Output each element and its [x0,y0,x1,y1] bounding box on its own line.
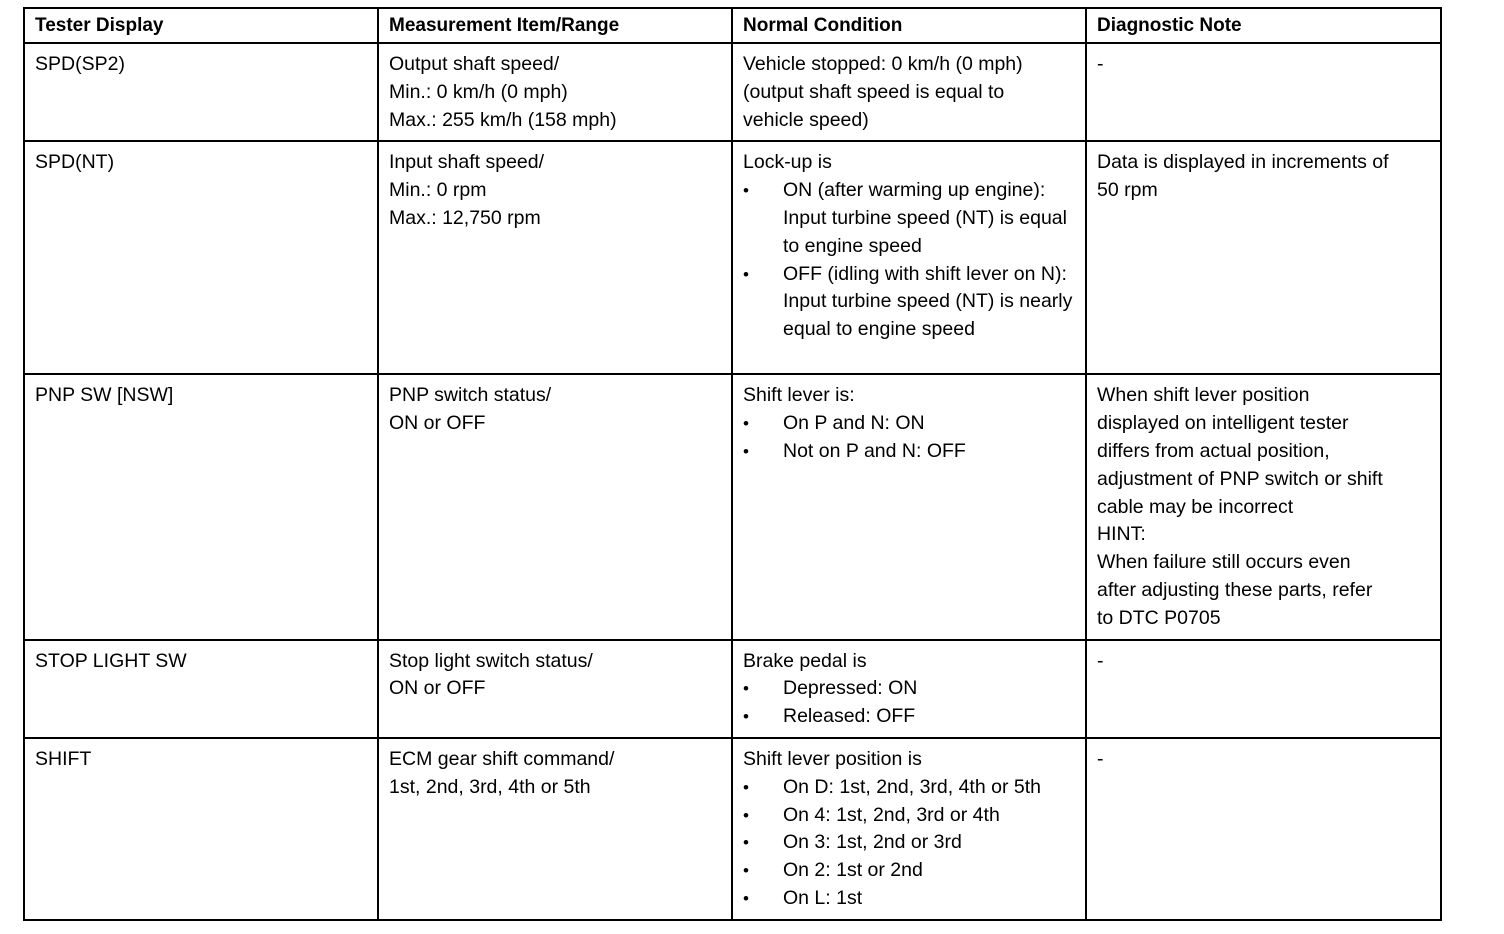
range-line: Max.: 12,750 rpm [389,206,541,229]
bullet-icon: • [743,679,749,699]
condition-bullet-item [743,802,1075,830]
range-line: PNP switch status/ [389,384,552,407]
condition-bullet-list [743,675,1075,731]
measurement-cell [378,43,732,141]
tester-display-cell [24,141,378,374]
condition-bullet-item [743,857,1075,885]
condition-bullet-text: Released: OFF [783,705,916,728]
header-tester-display: Tester Display [24,8,378,43]
table-header-row [24,8,1441,43]
condition-bullet-item [743,261,1075,344]
tester-display-cell [24,374,378,639]
condition-bullet-item [743,703,1075,731]
tester-display-text: SPD(NT) [35,151,115,174]
note-cell [1086,738,1441,920]
condition-cell [732,738,1086,920]
bullet-icon: • [743,414,749,434]
note-line: displayed on intelligent tester [1097,412,1349,435]
note-line: differs from actual position, [1097,439,1330,462]
condition-bullet-text: ON (after warming up engine): Input turbine speed (NT) is equal to engine speed [783,179,1067,257]
condition-bullet-item [743,829,1075,857]
bullet-icon: • [743,777,749,797]
table-row [24,374,1441,639]
bullet-icon: • [743,181,749,201]
range-line: Output shaft speed/ [389,53,560,75]
condition-bullet-text: Not on P and N: OFF [783,439,966,462]
tester-display-text: STOP LIGHT SW [35,649,187,672]
note-hint-label: HINT: [1097,523,1146,546]
header-normal-condition: Normal Condition [732,8,1086,43]
table-row [24,43,1441,141]
condition-bullet-text: Depressed: ON [783,677,918,700]
condition-cell [732,374,1086,639]
table-row [24,640,1441,738]
condition-bullet-item [743,774,1075,802]
note-cell [1086,374,1441,639]
condition-bullet-text: OFF (idling with shift lever on N): Input turbine speed (NT) is nearly equal to engine speed [783,262,1073,341]
note-line: to DTC P0705 [1097,606,1221,629]
condition-bullet-text: On 2: 1st or 2nd [783,859,923,882]
condition-intro: Brake pedal is [743,649,867,672]
condition-line: Vehicle stopped: 0 km/h (0 mph) [743,53,1023,75]
condition-bullet-text: On 4: 1st, 2nd, 3rd or 4th [783,803,1000,826]
condition-bullet-text: On P and N: ON [783,412,925,435]
range-line: Input shaft speed/ [389,151,545,174]
note-line: cable may be incorrect [1097,495,1294,518]
tester-display-cell [24,640,378,738]
table-row [24,141,1441,374]
note-line: adjustment of PNP switch or shift [1097,467,1383,490]
note-cell [1086,43,1441,141]
diagnostic-data-table [23,7,1442,921]
condition-line: vehicle speed) [743,108,869,131]
range-line: Max.: 255 km/h (158 mph) [389,108,617,131]
table-row [24,738,1441,920]
note-line: - [1097,747,1104,770]
bullet-icon: • [743,441,749,461]
condition-bullet-item [743,675,1075,703]
note-line: When failure still occurs even [1097,551,1351,574]
tester-display-cell [24,43,378,141]
condition-bullet-item [743,410,1075,438]
note-line: Data is displayed in increments of [1097,151,1389,174]
condition-cell [732,141,1086,374]
note-cell [1086,640,1441,738]
condition-bullet-text: On L: 1st [783,886,863,909]
condition-bullet-list [743,177,1075,344]
note-line: after adjusting these parts, refer [1097,578,1373,601]
bullet-icon: • [743,805,749,825]
tester-display-text: SHIFT [35,747,92,770]
tester-display-cell [24,738,378,920]
note-line: 50 rpm [1097,179,1158,202]
condition-cell [732,640,1086,738]
condition-bullet-list [743,410,1075,466]
condition-bullet-list [743,774,1075,913]
range-line: Stop light switch status/ [389,649,593,672]
measurement-cell [378,374,732,639]
header-measurement-item: Measurement Item/Range [378,8,732,43]
tester-display-text: SPD(SP2) [35,53,125,75]
range-line: ON or OFF [389,412,486,435]
condition-intro: Shift lever position is [743,747,922,770]
condition-cell [732,43,1086,141]
measurement-cell [378,738,732,920]
note-cell [1086,141,1441,374]
condition-bullet-item [743,438,1075,466]
note-line: When shift lever position [1097,384,1310,407]
condition-bullet-text: On D: 1st, 2nd, 3rd, 4th or 5th [783,775,1041,798]
bullet-icon: • [743,833,749,853]
measurement-cell [378,640,732,738]
bullet-icon: • [743,861,749,881]
range-line: Min.: 0 rpm [389,179,487,202]
condition-intro: Shift lever is: [743,384,855,407]
tester-display-text: PNP SW [NSW] [35,384,174,407]
range-line: 1st, 2nd, 3rd, 4th or 5th [389,775,591,798]
range-line: ECM gear shift command/ [389,747,615,770]
condition-intro: Lock-up is [743,151,832,174]
bullet-icon: • [743,888,749,908]
bullet-icon: • [743,264,749,284]
measurement-cell [378,141,732,374]
condition-line: (output shaft speed is equal to [743,80,1005,103]
range-line: ON or OFF [389,677,486,700]
condition-bullet-item [743,885,1075,913]
range-line: Min.: 0 km/h (0 mph) [389,80,568,103]
bullet-icon: • [743,707,749,727]
note-line: - [1097,53,1104,75]
condition-bullet-item [743,177,1075,260]
header-diagnostic-note: Diagnostic Note [1086,8,1441,43]
condition-bullet-text: On 3: 1st, 2nd or 3rd [783,831,962,854]
note-line: - [1097,649,1104,672]
